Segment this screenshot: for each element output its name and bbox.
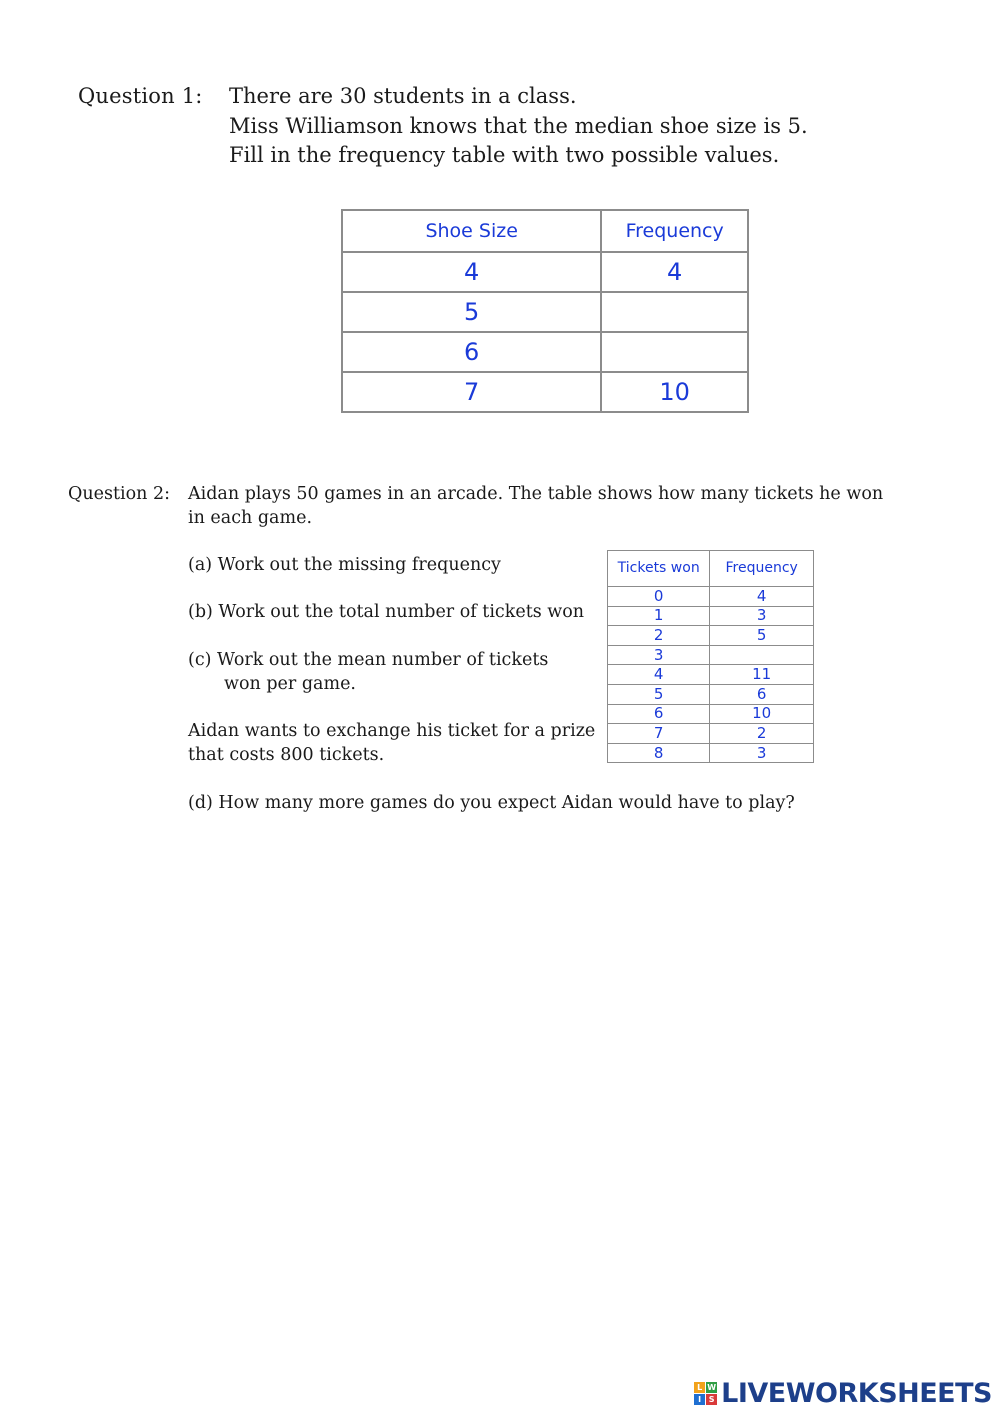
exchange-text-line-2: that costs 800 tickets. [188,745,385,765]
liveworksheets-logo-icon [694,1382,717,1405]
frequency-cell: 3 [710,606,814,626]
part-d-text: (d) How many more games do you expect Aidan would have to play? [188,793,795,813]
frequency-cell: 6 [710,684,814,704]
tickets-cell: 4 [608,665,710,685]
part-b-text: (b) Work out the total number of tickets won [188,602,585,622]
logo-mark-tile: S [706,1394,717,1405]
part-c-text-line-1: (c) Work out the mean number of tickets [188,650,549,670]
table-row [342,252,748,292]
frequency-header: Frequency [601,210,748,252]
frequency-cell: 3 [710,743,814,763]
tickets-cell: 7 [608,724,710,744]
table-row [608,665,814,685]
table-row [608,626,814,646]
frequency-cell: 11 [710,665,814,685]
table-row [608,743,814,763]
logo-mark-tile: W [707,1383,717,1392]
frequency-cell: 4 [710,587,814,607]
tickets-cell: 3 [608,645,710,665]
shoe-size-header: Shoe Size [342,210,601,252]
tickets-cell: 6 [608,704,710,724]
tickets-frequency-table [607,550,814,763]
frequency-cell: 10 [601,372,748,412]
table-header-row [608,551,814,587]
table-row [342,292,748,332]
part-c-text-line-2: won per game. [224,674,356,694]
frequency-answer-cell[interactable] [601,292,748,332]
table-row [342,332,748,372]
logo-text: LIVEWORKSHEETS [721,1378,992,1409]
tickets-cell: 5 [608,684,710,704]
table-header-row [342,210,748,252]
question-1-line-3: Fill in the frequency table with two possible values. [229,143,780,167]
shoe-size-cell: 7 [342,372,601,412]
frequency-header: Frequency [710,551,814,587]
tickets-cell: 8 [608,743,710,763]
table-row [608,684,814,704]
table-row [608,587,814,607]
tickets-cell: 2 [608,626,710,646]
logo-mark-tile: I [694,1394,705,1405]
part-a-text: (a) Work out the missing frequency [188,555,501,575]
shoe-size-frequency-table [341,209,749,413]
question-1-label: Question 1: [78,84,203,108]
question-1-line-2: Miss Williamson knows that the median shoe size is 5. [229,114,808,138]
liveworksheets-logo [694,1378,992,1409]
tickets-cell: 1 [608,606,710,626]
frequency-cell: 2 [710,724,814,744]
table-row [608,724,814,744]
tickets-cell: 0 [608,587,710,607]
question-2-intro-line-2: in each game. [188,508,313,528]
exchange-text-line-1: Aidan wants to exchange his ticket for a prize [188,721,596,741]
question-2-intro-line-1: Aidan plays 50 games in an arcade. The table shows how many tickets he won [188,484,884,504]
table-row [608,704,814,724]
shoe-size-cell: 4 [342,252,601,292]
shoe-size-cell: 6 [342,332,601,372]
logo-mark-tile: L [694,1382,705,1393]
frequency-cell: 10 [710,704,814,724]
table-row [608,606,814,626]
tickets-won-header: Tickets won [608,551,710,587]
shoe-size-cell: 5 [342,292,601,332]
question-1-line-1: There are 30 students in a class. [229,84,577,108]
question-2-label: Question 2: [68,484,170,504]
table-row [342,372,748,412]
frequency-cell: 4 [601,252,748,292]
frequency-cell: 5 [710,626,814,646]
frequency-answer-cell[interactable] [601,332,748,372]
frequency-answer-cell[interactable] [710,645,814,665]
table-row [608,645,814,665]
